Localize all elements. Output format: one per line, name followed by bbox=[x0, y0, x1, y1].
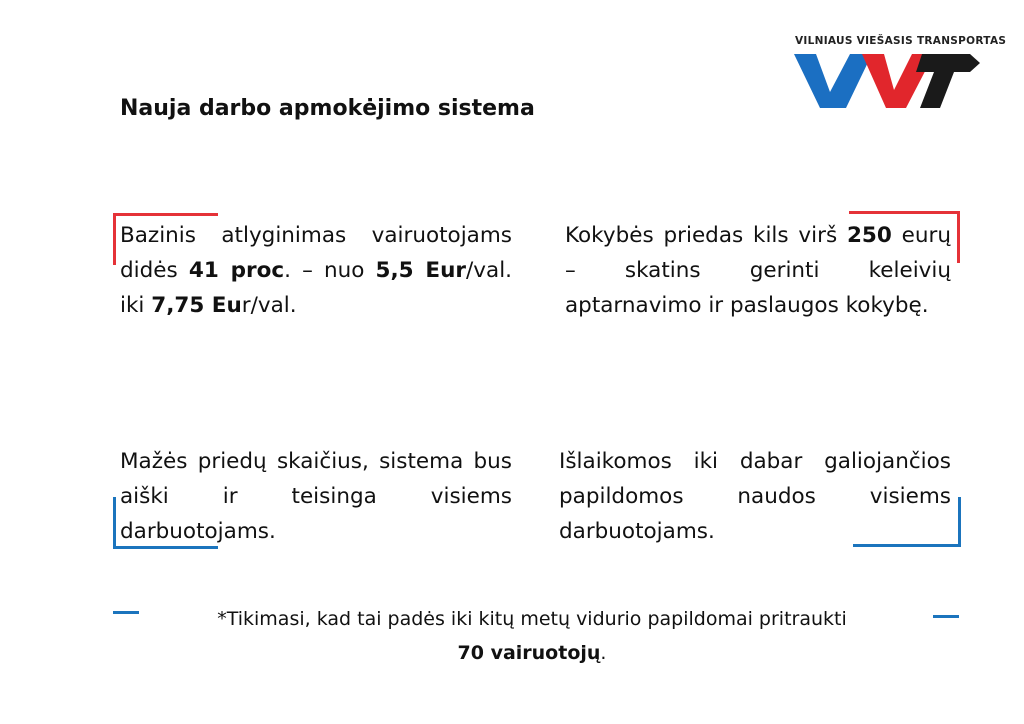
block-fewer-bonuses: Mažės priedų skaičius, sistema bus aiški ir teisinga visiems darbuotojams. bbox=[120, 449, 512, 544]
b2-text-2: eurų – skatins gerinti keleivių aptarnavimo ir paslaugos kokybę. bbox=[565, 223, 951, 318]
vvt-logo bbox=[790, 48, 980, 112]
b1-text-3: /val. iki bbox=[120, 258, 512, 318]
b2-text-1: Kokybės priedas kils virš bbox=[565, 223, 847, 248]
block-benefits-kept: Išlaikomos iki dabar galiojančios papildomos naudos visiems darbuotojams. bbox=[559, 449, 951, 544]
block-quality-bonus bbox=[565, 218, 951, 323]
logo-caption: VILNIAUS VIEŠASIS TRANSPORTAS bbox=[795, 35, 1007, 47]
b2-bold-amount: 250 bbox=[846, 223, 892, 248]
footnote-bold: 70 vairuotojų bbox=[457, 642, 601, 664]
footnote-dash-left bbox=[113, 611, 139, 614]
b1-text-4: r/val. bbox=[241, 293, 297, 318]
footnote-end: . bbox=[600, 642, 607, 664]
block-base-salary bbox=[120, 218, 512, 323]
b1-bold-from: 5,5 Eur bbox=[375, 258, 467, 283]
footnote bbox=[150, 602, 914, 670]
page-title: Nauja darbo apmokėjimo sistema bbox=[120, 96, 535, 121]
footnote-dash-right bbox=[933, 615, 959, 618]
footnote-text: *Tikimasi, kad tai padės iki kitų metų vidurio papildomai pritraukti bbox=[217, 608, 847, 630]
b1-bold-to: 7,75 Eu bbox=[151, 293, 242, 318]
b1-text-2: . – nuo bbox=[284, 258, 376, 283]
b1-bold-percent: 41 proc bbox=[188, 258, 285, 283]
b1-text-1: Bazinis atlyginimas vairuotojams didės bbox=[120, 223, 512, 283]
